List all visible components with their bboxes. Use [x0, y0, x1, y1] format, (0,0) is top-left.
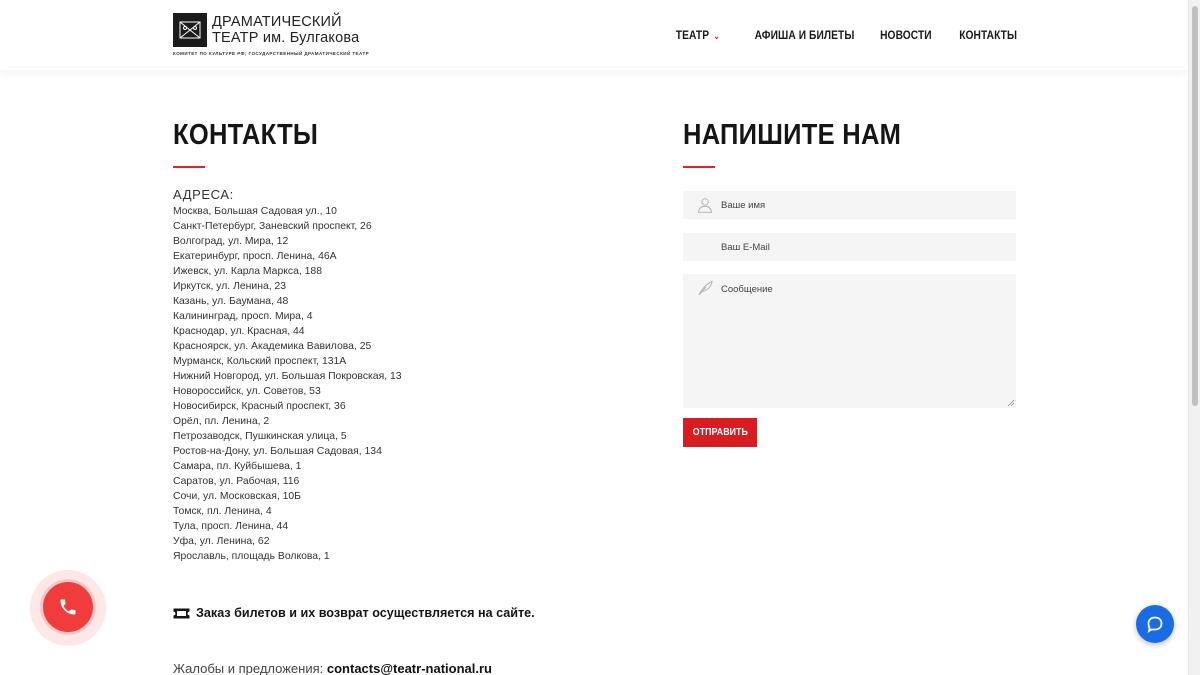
address-item: Мурманск, Кольский проспект, 131А: [173, 356, 347, 367]
theater-logo[interactable]: [173, 13, 370, 59]
submit-button-label: ОТПРАВИТЬ: [692, 427, 748, 438]
nav-item-label: ТЕАТР: [675, 28, 710, 42]
addresses-list: [173, 204, 402, 564]
address-item: Краснодар, ул. Красная, 44: [173, 326, 305, 337]
address-item: Казань, ул. Баумана, 48: [173, 296, 289, 307]
email-placeholder: Ваш E-Mail: [721, 242, 770, 253]
ticket-icon: [173, 608, 190, 619]
contacts-heading: КОНТАКТЫ: [173, 119, 319, 151]
ticket-note-text: Заказ билетов и их возврат осуществляется на сайте.: [196, 606, 535, 620]
address-item: Тула, просп. Ленина, 44: [173, 521, 289, 532]
address-item: Саратов, ул. Рабочая, 116: [173, 476, 300, 487]
address-item: Волгоград, ул. Мира, 12: [173, 236, 289, 247]
name-placeholder: Ваше имя: [721, 200, 766, 211]
address-item: Нижний Новгород, ул. Большая Покровская, 13: [173, 371, 402, 382]
address-item: Ярославль, площадь Волкова, 1: [173, 551, 330, 562]
address-item: Сочи, ул. Московская, 10Б: [173, 491, 301, 502]
address-item: Москва, Большая Садовая ул., 10: [173, 206, 337, 217]
name-field[interactable]: [683, 191, 1016, 219]
logo-title-line1: ДРАМАТИЧЕСКИЙ: [212, 14, 342, 30]
chat-button[interactable]: [1136, 605, 1174, 643]
address-item: Новороссийск, ул. Советов, 53: [173, 386, 321, 397]
nav-item-label: КОНТАКТЫ: [959, 28, 1017, 42]
feather-icon: [697, 280, 713, 296]
address-item: Уфа, ул. Ленина, 62: [173, 536, 270, 547]
ticket-note: [173, 606, 535, 620]
theater-logo-icon: [173, 13, 207, 47]
main-nav: [668, 27, 1017, 43]
email-field[interactable]: [683, 233, 1016, 261]
address-item: Санкт-Петербург, Заневский проспект, 26: [173, 221, 372, 232]
submit-button[interactable]: [683, 418, 757, 447]
address-item: Красноярск, ул. Академика Вавилова, 25: [173, 341, 372, 352]
nav-item-label: НОВОСТИ: [880, 28, 932, 42]
nav-item-theater[interactable]: [676, 28, 720, 42]
message-field[interactable]: [683, 274, 1016, 408]
addresses-title: АДРЕСА:: [173, 187, 234, 202]
address-item: Петрозаводск, Пушкинская улица, 5: [173, 431, 347, 442]
chat-bubble-icon: [1146, 615, 1164, 633]
address-item: Ижевск, ул. Карла Маркса, 188: [173, 266, 322, 277]
address-item: Иркутск, ул. Ленина, 23: [173, 281, 287, 292]
address-item: Самара, пл. Куйбышева, 1: [173, 461, 302, 472]
complaints-email-link[interactable]: contacts@teatr-national.ru: [326, 661, 492, 675]
address-item: Томск, пл. Ленина, 4: [173, 506, 272, 517]
address-item: Ростов-на-Дону, ул. Большая Садовая, 134: [173, 446, 382, 457]
contacts-heading-underline: [173, 166, 205, 168]
scrollbar-thumb[interactable]: [1192, 6, 1198, 406]
resize-handle-icon[interactable]: [1007, 399, 1014, 406]
complaints-line: [173, 661, 492, 675]
form-heading-underline: [683, 166, 715, 168]
address-item: Екатеринбург, просп. Ленина, 46А: [173, 251, 337, 262]
form-heading: НАПИШИТЕ НАМ: [683, 119, 902, 151]
address-item: Орёл, пл. Ленина, 2: [173, 416, 270, 427]
logo-subtitle: КОМИТЕТ ПО КУЛЬТУРЕ РФ; ГОСУДАРСТВЕННЫЙ ДРАМАТИЧЕСКИЙ ТЕАТР: [173, 51, 370, 56]
nav-item-contacts[interactable]: [959, 28, 1017, 42]
phone-icon: [58, 597, 78, 617]
address-item: Новосибирск, Красный проспект, 36: [173, 401, 346, 412]
message-placeholder: Сообщение: [721, 284, 773, 295]
address-item: Калининград, просп. Мира, 4: [173, 311, 313, 322]
logo-title-line2: ТЕАТР им. Булгакова: [212, 30, 360, 46]
nav-item-label: АФИША И БИЛЕТЫ: [754, 28, 855, 42]
user-icon: [697, 197, 713, 213]
complaints-label: Жалобы и предложения:: [173, 661, 327, 675]
nav-item-tickets[interactable]: [754, 28, 854, 42]
nav-item-news[interactable]: [880, 28, 932, 42]
page-scrollbar[interactable]: [1188, 0, 1200, 675]
call-button[interactable]: [43, 582, 93, 632]
chevron-down-icon: ⌄: [713, 30, 720, 41]
site-header: [0, 0, 1188, 70]
